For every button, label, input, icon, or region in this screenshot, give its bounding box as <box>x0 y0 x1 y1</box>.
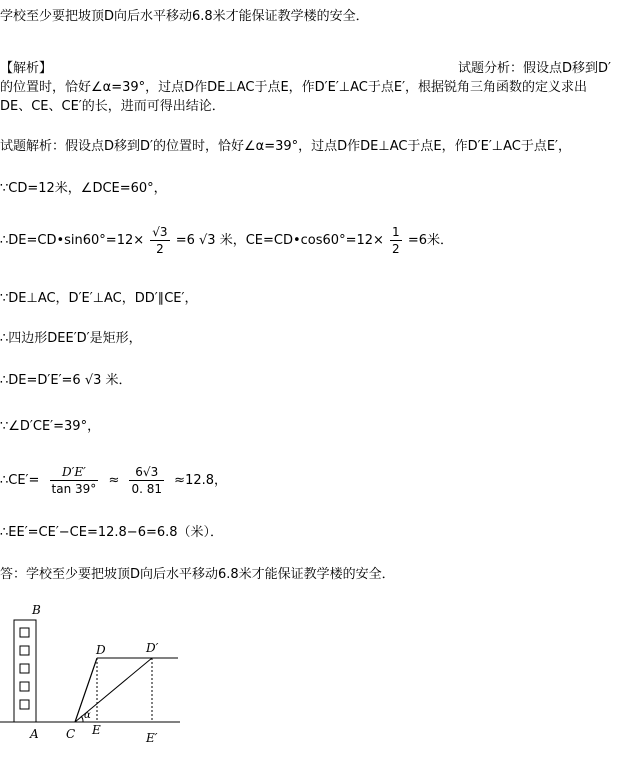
label-alpha: α <box>84 710 91 721</box>
analysis-tag: 【解析】 <box>0 61 53 76</box>
fraction-denominator: tan 39° <box>51 482 97 496</box>
label-e-prime: E′ <box>146 731 158 745</box>
label-b: B <box>32 603 41 617</box>
step-5 <box>0 372 132 390</box>
solution-intro: 试题解析：假设点D移到D′的位置时，恰好∠α=39°，过点D作DE⊥AC于点E，作D′E′⊥AC于点E′， <box>0 139 572 154</box>
label-e: E <box>92 723 101 737</box>
step-1: ∵CD=12米，∠DCE=60°， <box>0 181 167 196</box>
step-7-lead: ∴CE′= <box>0 473 40 488</box>
step-3: ∵DE⊥AC，D′E′⊥AC，DD′∥CE′， <box>0 291 198 306</box>
geometry-diagram <box>0 600 200 760</box>
fraction-numerator: D′E′ <box>50 464 99 481</box>
step-2-root: √3 <box>199 233 216 248</box>
step-5-lead: ∴DE=D′E′=6 <box>0 373 81 388</box>
fraction-value <box>129 464 164 497</box>
fraction-numerator: 1 <box>392 225 400 239</box>
window-4 <box>20 682 29 691</box>
window-2 <box>20 646 29 655</box>
building <box>14 620 36 722</box>
fraction-denominator: 0. 81 <box>131 482 163 496</box>
label-d-prime: D′ <box>146 641 159 655</box>
fraction-numerator: √3 <box>152 225 168 239</box>
fraction-sqrt3-over-2 <box>150 224 169 257</box>
step-4: ∴四边形DEE′D′是矩形， <box>0 331 142 346</box>
fraction-denominator: 2 <box>392 242 400 256</box>
analysis-intro: 试题分析：假设点D移到D′ <box>458 61 611 76</box>
window-5 <box>20 700 29 709</box>
label-d: D <box>96 643 106 657</box>
fraction-denominator: 2 <box>156 242 164 256</box>
step-7-tail: ≈12.8， <box>174 473 228 488</box>
step-5-tail: 米． <box>105 373 132 388</box>
step-2-lead: ∴DE=CD•sin60°=12× <box>0 233 145 248</box>
step-7-approx: ≈ <box>108 473 120 488</box>
answer-text: 答：学校至少要把坡顶D向后水平移动6.8米才能保证教学楼的安全． <box>0 567 395 582</box>
label-c: C <box>66 727 76 741</box>
angle-arc <box>81 716 83 722</box>
analysis-line-3: DE、CE、CE′的长，进而可得出结论． <box>0 99 225 114</box>
step-2-mid: 米，CE=CD•cos60°=12× <box>219 233 384 248</box>
window-1 <box>20 628 29 637</box>
step-2-tail: =6米． <box>407 233 453 248</box>
analysis-line-2: 的位置时，恰好∠α=39°，过点D作DE⊥AC于点E，作D′E′⊥AC于点E′，根据锐角三角函数的定义求出 <box>0 80 588 95</box>
step-8: ∴EE′=CE′−CE=12.8−6=6.8（米）． <box>0 525 224 540</box>
fraction-numerator: 6√3 <box>129 464 164 481</box>
step-5-root: √3 <box>84 373 102 388</box>
step-2 <box>0 222 453 260</box>
label-a: A <box>30 727 39 741</box>
step-2-equals: =6 <box>175 233 195 248</box>
step-7 <box>0 462 227 500</box>
question-text: 学校至少要把坡顶D向后水平移动6.8米才能保证教学楼的安全． <box>0 9 369 24</box>
step-6: ∵∠D′CE′=39°， <box>0 419 101 434</box>
fraction-1-over-2 <box>390 224 402 257</box>
fraction-de-over-tan <box>50 464 99 497</box>
window-3 <box>20 664 29 673</box>
